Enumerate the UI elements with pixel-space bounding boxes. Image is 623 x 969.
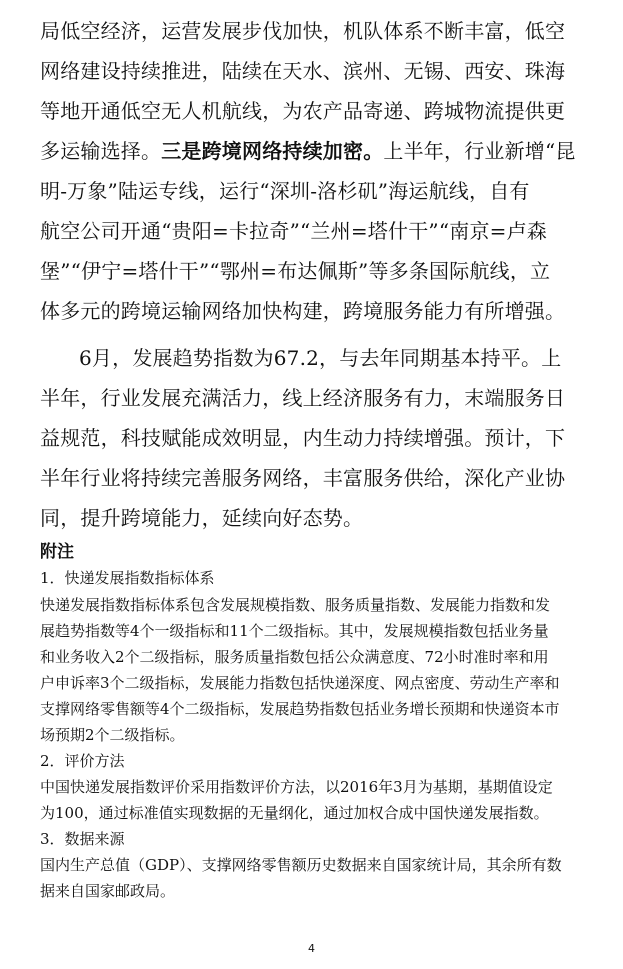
note-1-line-4: 户申诉率3个二级指标，发展能力指数包括快递深度、网点密度、劳动生产率和	[40, 674, 560, 692]
body-line-5: 明-万象”陆运专线，运行“深圳-洛杉矶”海运航线，自有	[40, 179, 530, 203]
note-2-line-1: 中国快递发展指数评价采用指数评价方法，以2016年3月为基期，基期值设定	[40, 778, 553, 796]
body-line-10: 半年，行业发展充满活力，线上经济服务有力，末端服务日	[40, 386, 566, 410]
body-line-6: 航空公司开通“贵阳=卡拉奇”“兰州=塔什干”“南京=卢森	[40, 219, 547, 243]
body-line-13: 同，提升跨境能力，延续向好态势。	[40, 506, 364, 530]
note-1-line-5: 支撑网络零售额等4个二级指标，发展趋势指数包括业务增长预期和快递资本市	[40, 700, 560, 718]
body-line-8: 体多元的跨境运输网络加快构建，跨境服务能力有所增强。	[40, 299, 566, 323]
body-line-1: 局低空经济，运营发展步伐加快，机队体系不断丰富，低空	[40, 19, 566, 43]
note-1-line-2: 展趋势指数等4个一级指标和11个二级指标。其中，发展规模指数包括业务量	[40, 622, 549, 640]
body-line-4	[40, 131, 600, 171]
body-line-3: 等地开通低空无人机航线，为农产品寄递、跨城物流提供更	[40, 99, 566, 123]
notes-title: 附注	[40, 542, 74, 562]
note-heading-2: 2．评价方法	[40, 752, 125, 770]
page-number: 4	[308, 942, 315, 955]
body-line-4-tail: 上半年，行业新增“昆	[383, 139, 576, 163]
body-line-11: 益规范，科技赋能成效明显，内生动力持续增强。预计，下	[40, 426, 566, 450]
body-line-2: 网络建设持续推进，陆续在天水、滨州、无锡、西安、珠海	[40, 59, 566, 83]
note-3-line-1: 国内生产总值（GDP）、支撑网络零售额历史数据来自国家统计局，其余所有数	[40, 856, 562, 874]
body-line-12: 半年行业将持续完善服务网络，丰富服务供给，深化产业协	[40, 466, 566, 490]
note-2-line-2: 为100，通过标准值实现数据的无量纲化，通过加权合成中国快递发展指数。	[40, 804, 549, 822]
body-line-4-text: 多运输选择。	[40, 139, 162, 163]
section-emphasis: 三是跨境网络持续加密。	[161, 139, 384, 163]
note-heading-3: 3．数据来源	[40, 830, 125, 848]
body-line-9: 6月，发展趋势指数为67.2，与去年同期基本持平。上	[79, 346, 562, 370]
note-heading-1: 1．快递发展指数指标体系	[40, 569, 215, 587]
note-1-line-3: 和业务收入2个二级指标，服务质量指数包括公众满意度、72小时准时率和用	[40, 648, 549, 666]
note-3-line-2: 据来自国家邮政局。	[40, 882, 176, 900]
note-1-line-1: 快递发展指数指标体系包含发展规模指数、服务质量指数、发展能力指数和发	[40, 596, 551, 614]
note-1-line-6: 场预期2个二级指标。	[40, 726, 185, 744]
body-line-7: 堡”“伊宁=塔什干”“鄂州=布达佩斯”等多条国际航线，立	[40, 259, 551, 283]
